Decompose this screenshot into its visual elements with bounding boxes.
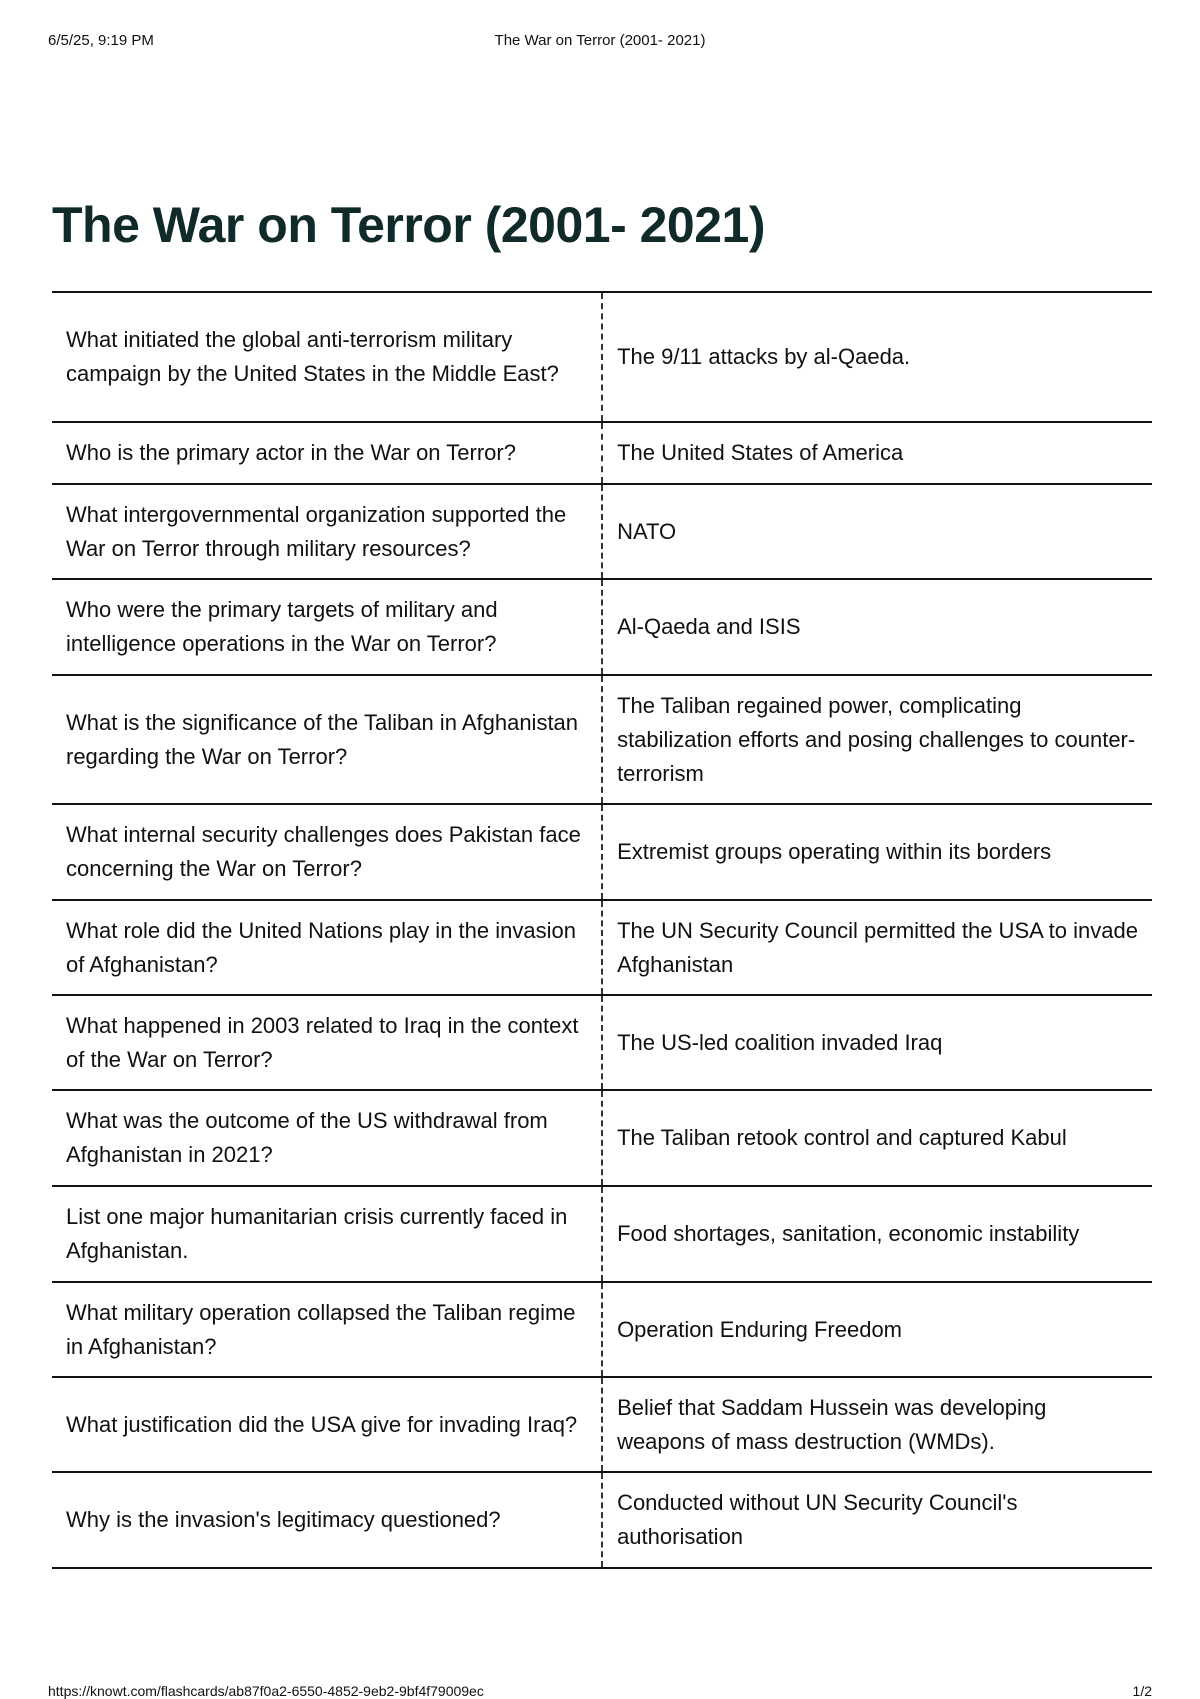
question-cell: What is the significance of the Taliban in Afghanistan regarding the War on Terror? [52,675,602,804]
question-cell: List one major humanitarian crisis currently faced in Afghanistan. [52,1186,602,1282]
answer-cell: Operation Enduring Freedom [602,1282,1152,1377]
answer-cell: The Taliban regained power, complicating stabilization efforts and posing challenges to counter-terrorism [602,675,1152,804]
answer-cell: Al-Qaeda and ISIS [602,579,1152,675]
flashcard-row [52,1377,1152,1472]
page-number: 1/2 [1132,1683,1152,1699]
flashcard-row [52,579,1152,675]
flashcard-row [52,675,1152,804]
question-cell: What role did the United Nations play in the invasion of Afghanistan? [52,900,602,995]
flashcard-row [52,292,1152,422]
flashcard-table [52,291,1152,1569]
document-title: The War on Terror (2001- 2021) [52,197,766,253]
print-datetime: 6/5/25, 9:19 PM [48,32,154,49]
question-cell: What happened in 2003 related to Iraq in the context of the War on Terror? [52,995,602,1090]
flashcard-row [52,422,1152,484]
question-cell: What internal security challenges does Pakistan face concerning the War on Terror? [52,804,602,900]
source-url: https://knowt.com/flashcards/ab87f0a2-6550-4852-9eb2-9bf4f79009ec [48,1683,484,1699]
flashcard-row [52,804,1152,900]
flashcard-row [52,484,1152,579]
answer-cell: Belief that Saddam Hussein was developing weapons of mass destruction (WMDs). [602,1377,1152,1472]
question-cell: What was the outcome of the US withdrawal from Afghanistan in 2021? [52,1090,602,1186]
answer-cell: The United States of America [602,422,1152,484]
answer-cell: The 9/11 attacks by al-Qaeda. [602,292,1152,422]
print-page-title: The War on Terror (2001- 2021) [494,32,706,49]
answer-cell: The Taliban retook control and captured Kabul [602,1090,1152,1186]
question-cell: Who is the primary actor in the War on Terror? [52,422,602,484]
question-cell: What initiated the global anti-terrorism military campaign by the United States in the Middle East? [52,292,602,422]
flashcard-row [52,1186,1152,1282]
question-cell: What intergovernmental organization supported the War on Terror through military resources? [52,484,602,579]
question-cell: What justification did the USA give for invading Iraq? [52,1377,602,1472]
question-cell: What military operation collapsed the Taliban regime in Afghanistan? [52,1282,602,1377]
question-cell: Why is the invasion's legitimacy questioned? [52,1472,602,1568]
flashcard-row [52,995,1152,1090]
answer-cell: NATO [602,484,1152,579]
answer-cell: The UN Security Council permitted the USA to invade Afghanistan [602,900,1152,995]
answer-cell: Conducted without UN Security Council's authorisation [602,1472,1152,1568]
flashcard-row [52,1090,1152,1186]
question-cell: Who were the primary targets of military and intelligence operations in the War on Terror? [52,579,602,675]
answer-cell: The US-led coalition invaded Iraq [602,995,1152,1090]
answer-cell: Extremist groups operating within its borders [602,804,1152,900]
flashcard-row [52,900,1152,995]
flashcard-row [52,1472,1152,1568]
flashcard-row [52,1282,1152,1377]
answer-cell: Food shortages, sanitation, economic instability [602,1186,1152,1282]
